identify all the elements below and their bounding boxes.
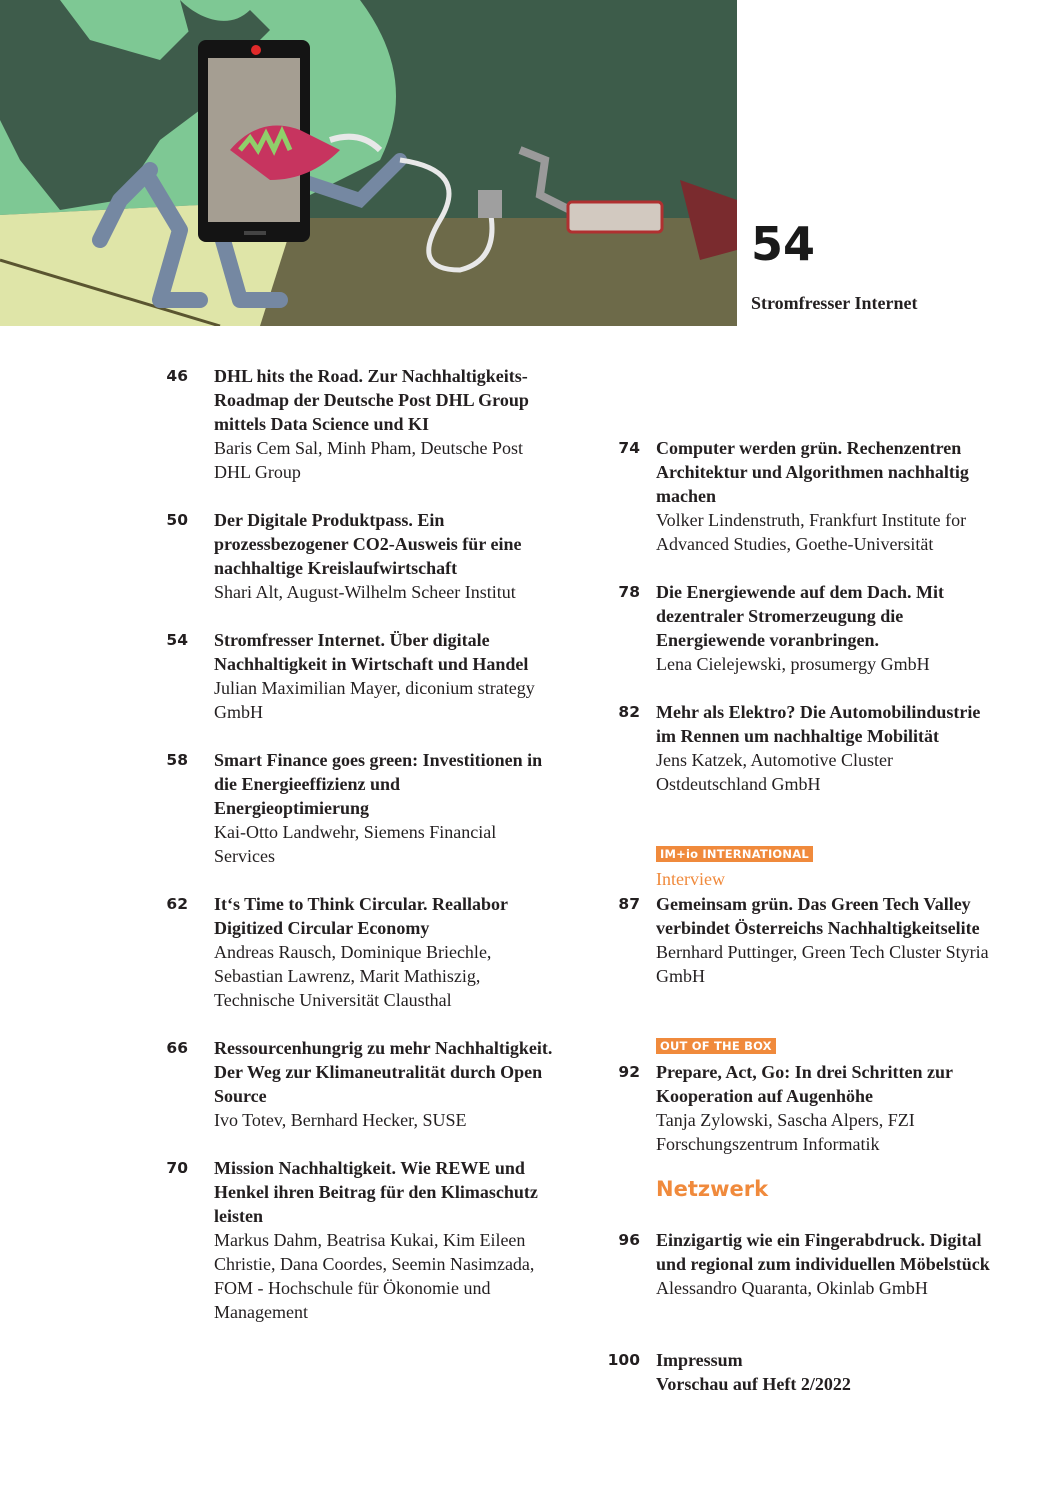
toc-page-number: 96: [618, 1231, 640, 1249]
toc-page-number: 82: [618, 703, 640, 721]
toc-title: DHL hits the Road. Zur Nachhaltigkeits-Roadmap der Deutsche Post DHL Group mittels Data Science und KI: [214, 366, 529, 434]
toc-authors: Alessandro Quaranta, Okinlab GmbH: [656, 1278, 928, 1298]
toc-title: Stromfresser Internet. Über digitale Nachhaltigkeit in Wirtschaft und Handel: [214, 630, 529, 674]
toc-page-number: 78: [618, 583, 640, 601]
section-heading-netzwerk: Netzwerk: [656, 1177, 769, 1201]
toc-title: Ressourcenhungrig zu mehr Nachhaltigkeit. Der Weg zur Klimaneutralität durch Open Source: [214, 1038, 553, 1106]
cover-illustration: [0, 0, 737, 326]
toc-page-number: 50: [166, 511, 188, 529]
toc-page-number: 87: [618, 895, 640, 913]
toc-page-number: 62: [166, 895, 188, 913]
toc-authors: Volker Lindenstruth, Frankfurt Institute for Advanced Studies, Goethe-Universität: [656, 510, 967, 554]
toc-title-secondary: Vorschau auf Heft 2/2022: [656, 1374, 851, 1394]
toc-authors: Baris Cem Sal, Minh Pham, Deutsche Post DHL Group: [214, 438, 523, 482]
toc-title: Gemeinsam grün. Das Green Tech Valley verbindet Österreichs Nachhaltigkeitselite: [656, 894, 980, 938]
toc-title: Einzigartig wie ein Fingerabdruck. Digital und regional zum individuellen Möbelstück: [656, 1230, 990, 1274]
toc-title: Die Energiewende auf dem Dach. Mit dezentraler Stromerzeugung die Energiewende voranbringen.: [656, 582, 944, 650]
toc-title: Smart Finance goes green: Investitionen in die Energieeffizienz und Energieoptimierung: [214, 750, 543, 818]
toc-page-number: 100: [607, 1351, 640, 1369]
toc-authors: Shari Alt, August-Wilhelm Scheer Institut: [214, 582, 516, 602]
toc-title: It‘s Time to Think Circular. Reallabor Digitized Circular Economy: [214, 894, 508, 938]
feature-page-number: 54: [751, 217, 816, 271]
toc-authors: Lena Cielejewski, prosumergy GmbH: [656, 654, 930, 674]
toc-page-number: 92: [618, 1063, 640, 1081]
section-tag-international: IM+io INTERNATIONAL: [656, 846, 813, 862]
toc-authors: Tanja Zylowski, Sascha Alpers, FZI Forschungszentrum Informatik: [656, 1110, 915, 1154]
section-tag-subtitle: Interview: [656, 869, 725, 889]
toc-title: Impressum: [656, 1350, 743, 1370]
toc-page-number: 58: [166, 751, 188, 769]
section-tag-out-of-the-box: OUT OF THE BOX: [656, 1038, 776, 1054]
toc-page-number: 66: [166, 1039, 188, 1057]
feature-caption: Stromfresser Internet: [751, 293, 918, 313]
toc-authors: Andreas Rausch, Dominique Briechle, Sebastian Lawrenz, Marit Mathiszig, Technische Universität Clausthal: [214, 942, 492, 1010]
toc-page-number: 74: [618, 439, 640, 457]
toc-authors: Markus Dahm, Beatrisa Kukai, Kim Eileen Christie, Dana Coordes, Seemin Nasimzada, FOM - Hochschule für Ökonomie und Management: [214, 1230, 535, 1322]
toc-title: Der Digitale Produktpass. Ein prozessbezogener CO2-Ausweis für eine nachhaltige Kreislaufwirtschaft: [214, 510, 522, 578]
toc-page-number: 54: [166, 631, 188, 649]
toc-authors: Ivo Totev, Bernhard Hecker, SUSE: [214, 1110, 467, 1130]
toc-title: Mission Nachhaltigkeit. Wie REWE und Henkel ihren Beitrag für den Klimaschutz leisten: [214, 1158, 538, 1226]
toc-title: Prepare, Act, Go: In drei Schritten zur Kooperation auf Augenhöhe: [656, 1062, 953, 1106]
toc-authors: Bernhard Puttinger, Green Tech Cluster Styria GmbH: [656, 942, 989, 986]
toc-authors: Julian Maximilian Mayer, diconium strategy GmbH: [214, 678, 535, 722]
toc-authors: Kai-Otto Landwehr, Siemens Financial Services: [214, 822, 497, 866]
toc-title: Mehr als Elektro? Die Automobilindustrie im Rennen um nachhaltige Mobilität: [656, 702, 981, 746]
toc-title: Computer werden grün. Rechenzentren Architektur und Algorithmen nachhaltig machen: [656, 438, 969, 506]
toc-page-number: 46: [166, 367, 188, 385]
toc-page-number: 70: [166, 1159, 188, 1177]
toc-authors: Jens Katzek, Automotive Cluster Ostdeutschland GmbH: [656, 750, 893, 794]
